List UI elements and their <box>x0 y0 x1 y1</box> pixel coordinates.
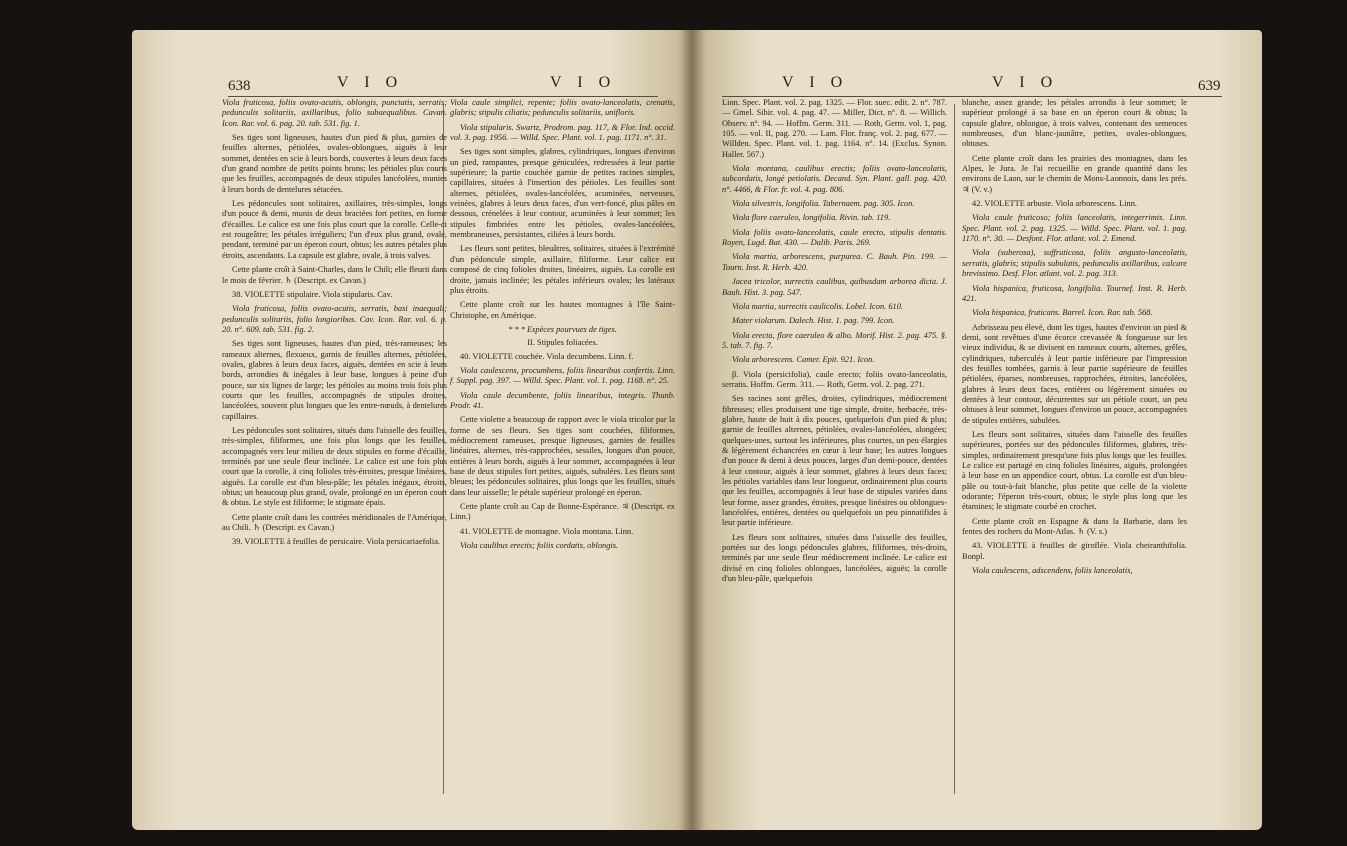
paragraph: Viola erecta, flore caeruleo & albo. Morif. Hist. 2. pag. 475. §. 5. tab. 7. fig. 7. <box>722 330 947 350</box>
paragraph: Ses racines sont grêles, droites, cylindriques, médiocrement fibreuses; elles produisent une tige simple, droite, herbacée, très-glabre, haute de huit à dix pouces, quelquefois d'un pied & plus; garnie de feuilles alternes, pétiolées, ovales-lancéolées, alongées; quelques-unes, surtout les inférieures, plus courtes, un peu élargies & légèrement échancrées en cœur à leur base; les autres longues d'un pouce & demi à deux pouces, larges d'un demi-pouce, dentées à leur contour, aiguës à leur sommet, glabres à leurs deux faces; les pétioles variables dans leur longueur, ordinairement plus courts que les feuilles, accompagnés à leur base de stipules variées dans leur forme, assez grandes, étroites, presque linéaires ou oblongues-lancéolées, entières, dentées ou quelquefois un peu pinnatifides à leur partie inférieure. <box>722 394 947 528</box>
paragraph: Viola (suberosa), suffruticosa, foliis angusto-lanceolatis, serratis, glabris; stipulis subulatis, pedunculis axillaribus, calcare brevissimo. Desf. Flor. atlant. vol. 2. pag. 313. <box>962 248 1187 279</box>
paragraph: Les pédoncules sont solitaires, axillaires, très-simples, longs d'un pouce & demi, munis de deux bractées fort petites, en forme d'écailles. Le calice est une fois plus court que la corolle. Celle-ci est rougeâtre; les pétales irréguliers; l'un d'eux plus grand, ovale, pendant, terminé par un éperon court, obtus; les autres pétales plus étroits, ascendants. La capsule est glabre, ovale, à trois valves. <box>222 199 447 260</box>
paragraph: Ses tiges sont ligneuses, hautes d'un pied & plus, garnies de feuilles alternes, pétiolées, ovales-oblongues, aiguës à leur sommet, dentées en scie à leurs bords, couvertes à leurs deux faces d'un grand nombre de petits points bruns; les pétioles plus courts que les feuilles, accompagnés de deux stipules lancéolées, munies à leurs bords de dentelures sétacées. <box>222 133 447 194</box>
paragraph: Viola caule simplici, repente; foliis ovato-lanceolatis, crenatis, glabris; stipulis ciliatis; pedunculis solitariis, unifloris. <box>450 98 675 118</box>
running-head: V I O <box>337 74 404 91</box>
running-head: V I O <box>550 74 617 91</box>
paragraph: β. Viola (persicifolia), caule erecto; foliis ovato-lanceolatis, serratis. Hoffm. Germ. 311. — Roth, Germ. vol. 2. pag. 271. <box>722 369 947 389</box>
paragraph: Viola caule decumbente, foliis linearibus, integris. Thunb. Prodr. 41. <box>450 390 675 410</box>
paragraph: * * * Espèces pourvues de tiges. <box>508 324 617 334</box>
paragraph: Cette plante croît à Saint-Charles, dans le Chili; elle fleurit dans le mois de février. ♄ (Descript. ex Cavan.) <box>222 265 447 285</box>
paragraph: Les fleurs sont solitaires, situées dans l'aisselle des feuilles supérieures, portées sur des pédoncules filiformes, glabres, très-simples, ordinairement presqu'une fois plus longs que les feuilles. Le calice est partagé en cinq folioles linéaires, aiguës, prolongées à leur base en un appendice court, obtus. La corolle est d'un bleu-pâle ou tout-à-fait blanche, plus petite que celle de la violette odorante; l'éperon très-court, obtus; le style plus long que les étamines; le stigmate courbé en crochet. <box>962 429 1187 512</box>
running-head: V I O <box>782 74 849 91</box>
paragraph: 38. VIOLETTE stipulaire. Viola stipularis. Cav. <box>232 289 393 299</box>
paragraph: blanche, assez grande; les pétales arrondis à leur sommet; le supérieur prolongé à sa base en un éperon court & obtus; la capsule glabre, oblongue, à trois valves, contenant des semences nombreuses, d'un blanc-jaunâtre, petites, ovales-oblongues, obtuses. <box>962 98 1187 149</box>
paragraph: II. Stipules foliacées. <box>527 338 598 348</box>
paragraph: Viola caulescens, adscendens, foliis lanceolatis, <box>972 566 1133 576</box>
paragraph: Viola flore caeruleo, longifolia. Rivin. tab. 119. <box>732 213 891 223</box>
text-column-1 <box>222 98 447 552</box>
paragraph: 40. VIOLETTE couchée. Viola decumbens. Linn. f. <box>460 351 634 361</box>
running-head: V I O <box>992 74 1059 91</box>
paragraph: Cette plante croît sur les hautes montagnes à l'île Saint-Christophe, en Amérique. <box>450 300 675 320</box>
header-rule <box>228 96 658 97</box>
paragraph: Viola caulescens, procumbens, foliis linearibus confertis. Linn. f. Suppl. pag. 397. — Willd. Spec. Plant. vol. 1. pag. 1168. n°. 25. <box>450 365 675 386</box>
text-column-2 <box>450 98 675 555</box>
paragraph: 42. VIOLETTE arbuste. Viola arborescens. Linn. <box>972 199 1138 209</box>
right-page <box>692 30 1262 830</box>
book-gutter <box>680 30 704 830</box>
paragraph: 41. VIOLETTE de montagne. Viola montana. Linn. <box>460 526 634 536</box>
open-book <box>132 30 1262 830</box>
paragraph: Viola hispanica, fruticans. Barrel. Icon. Rar. tab. 568. <box>972 308 1153 318</box>
page-number-left: 638 <box>228 78 251 94</box>
paragraph: Cette plante croît en Espagne & dans la Barbarie, dans les fentes des rochers du Mont-Atlas. ♄ (V. s.) <box>962 516 1187 537</box>
paragraph: 39. VIOLETTE à feuilles de persicaire. Viola persicariaefolia. <box>232 537 441 547</box>
paragraph: Jacea tricolor, surrectis caulibus, quibusdam arborea dicta. J. Bauh. Hist. 3. pag. 547. <box>722 277 947 297</box>
column-divider <box>954 104 955 794</box>
text-column-2 <box>962 98 1187 580</box>
paragraph: Viola montana, caulibus erectis; foliis ovato-lanceolatis, subcordatis, longè petiolatis. Decand. Syn. Plant. gall. pag. 420. n°. 4466, & Flor. fr. vol. 4. pag. 806. <box>722 164 947 194</box>
paragraph: Les fleurs sont petites, bleuâtres, solitaires, situées à l'extrémité d'un pédoncule simple, axillaire, filiforme. Leur calice est composé de cinq folioles droites, linéaires, aiguës. La corolle est droite, jamais inclinée; les pétales inférieurs ovales; les latéraux plus étroits. <box>450 244 675 295</box>
paragraph: Cette plante croît dans les contrées méridionales de l'Amérique, au Chili. ♄ (Descript. ex Cavan.) <box>222 512 447 533</box>
paragraph: Ses tiges sont ligneuses, hautes d'un pied, très-rameuses; les rameaux alternes, flexueux, garnis de feuilles alternes, pétiolées, ovales, glabres à leurs deux faces, aiguës, dentées en scie à leurs bords, arrondies & inégales à leur base, longues à peine d'un pouce, sur six lignes de large; les pétioles au moins trois fois plus courts que les feuilles, accompagnés de stipules droites, lancéolées, souvent plus longues que les entre-nœuds, à dentelures capillaires. <box>222 339 447 421</box>
paragraph: Les pédoncules sont solitaires, situés dans l'aisselle des feuilles, très-simples, filiformes, une fois plus longs que les feuilles, accompagnés vers leur milieu de deux stipules en forme d'écaille, terminés par une seule fleur inclinée. Le calice est une fois plus court que la corolle, à cinq folioles très-étroites, presque linéaires, aiguës. La corolle est d'un bleu-pâle; les pétales inégaux, étroits, obtus; un beaucoup plus grand, ovale, prolongé en un éperon court & obtus. Le style est filiforme; le stigmate épais. <box>222 425 447 508</box>
paragraph: Viola silvestris, longifolia. Tabernaem. pag. 305. Icon. <box>732 199 915 209</box>
paragraph: Viola stipularis. Swartz, Prodrom. pag. 117, & Flor. Ind. occid. vol. 3. pag. 1956. — Willd. Spec. Plant. vol. 1. pag. 1171. n°. 31. <box>450 122 675 143</box>
paragraph: Cette plante croît au Cap de Bonne-Espérance. ♃ (Descript. ex Linn.) <box>450 502 675 522</box>
header-rule <box>722 96 1222 97</box>
paragraph: Viola martia, arborescens, purpurea. C. Bauh. Pin. 199. — Tourn. Inst. R. Herb. 420. <box>722 252 947 272</box>
paragraph: Viola arborescens. Camer. Epit. 921. Icon. <box>732 355 875 365</box>
page-number-right: 639 <box>1198 78 1221 94</box>
paragraph: Viola fruticosa, foliis ovato-acutis, serratis, basi inaequali; pedunculis solitariis, folio longioribus. Cav. Icon. Rar. vol. 6. p. 20. n°. 609. tab. 531. fig. 2. <box>222 304 447 334</box>
paragraph: Mater violarum. Dalech. Hist. 1. pag. 799. Icon. <box>732 316 895 326</box>
paragraph: Viola martia, surrectis caulicolis. Lobel. Icon. 610. <box>732 301 903 311</box>
left-page <box>132 30 692 830</box>
paragraph: Viola foliis ovato-lanceolatis, caule erecto, stipulis dentatis. Royen, Lugd. Bat. 430. — Dalib. Paris. 269. <box>722 227 947 248</box>
paragraph: Cette plante croît dans les prairies des montagnes, dans les Alpes, le Jura. Je l'ai recueillie en grande quantité dans les environs de Laon, sur le chemin de Mons-Laonnois, dans les prés. ♃ (V. v.) <box>962 153 1187 194</box>
paragraph: Viola fruticosa, foliis ovato-acutis, oblongis, punctatis, serratis; pedunculis solitariis, axillaribus, folio subaequalibus. Cavan. Icon. Rar. vol. 6. pag. 20. tab. 531. fig. 1. <box>222 98 447 128</box>
paragraph: Ses tiges sont simples, glabres, cylindriques, longues d'environ un pied, rampantes, presque géniculées, redressées à leur partie supérieure; la partie couchée garnie de petites racines simples, capillaires, situées à l'insertion des pétioles. Les feuilles sont alternes, pétiolées, ovales-lancéolées, acuminées, nerveuses, veinées, glabres à leurs deux faces, d'un vert-foncé, plus pâles en dessous, crénelées à leur contour, acuminées à leur sommet; les stipules fimbriées entre les pétioles, ovales-lancéolées, membraneuses, persistantes, ciliées à leurs bords. <box>450 147 675 240</box>
paragraph: Linn. Spec. Plant. vol. 2. pag. 1325. — Flor. suec. edit. 2. n°. 787. — Gmel. Sibir. vol. 4. pag. 47. — Miller, Dict. n°. 8. — Willich. Observ. n°. 94. — Hoffm. Germ. 311. — Roth, Germ. vol. 1, pag. 105. — vol. II, pag. 270. — Lam. Flor. franç. vol. 2. pag. 677. — Willden. Spec. Plant. vol. 1. pag. 1164. n°. 14. (Exclus. Synon. Haller. 567.) <box>722 98 947 159</box>
text-column-1 <box>722 98 947 588</box>
paragraph: Viola hispanica, fruticosa, longifolia. Tournef. Inst. R. Herb. 421. <box>962 283 1187 303</box>
paragraph: Arbrisseau peu élevé, dont les tiges, hautes d'environ un pied & demi, sont revêtues d'une écorce crevassée & fongueuse sur les vieux individus, & se divisent en rameaux courts, alternes, grêles, cylindriques, tuberculés à leur partie inférieure par l'impression des feuilles tombées, garnis à leur partie supérieure de feuilles pétiolées, éparses, nombreuses, rapprochées, étroites, lancéolées, glabres à leurs deux faces, entières ou légèrement sinuées ou dentées à leur contour, décurrentes sur un pétiole court, un peu obtuses à leur sommet, longues d'environ un pouce, accompagnées de stipules entières, subulées. <box>962 322 1187 425</box>
paragraph: 43. VIOLETTE à feuilles de giroflée. Viola cheiranthifolia. Bonpl. <box>962 541 1187 561</box>
paragraph: Viola caulibus erectis; foliis cordatis, oblongis. <box>460 541 619 551</box>
paragraph: Viola caule fruticoso; foliis lanceolatis, integerrimis. Linn. Spec. Plant. vol. 2. pag. 1325. — Willd. Spec. Plant. vol. 1. pag. 1170. n°. 30. — Desfont. Flor. atlant. vol. 2. Emend. <box>962 213 1187 244</box>
paragraph: Les fleurs sont solitaires, situées dans l'aisselle des feuilles, portées sur des longs pédoncules glabres, filiformes, très-droits, terminés par une seule fleur médiocrement inclinée. Le calice est divisé en cinq folioles oblongues, lancéolées, aiguës; la corolle d'un bleu-pâle, quelquefois <box>722 532 947 584</box>
paragraph: Cette violette a beaucoup de rapport avec le viola tricolor par la forme de ses fleurs. Ses tiges sont couchées, filiformes, médiocrement rameuses, presque ligneuses, garnies de feuilles linéaires, alternes, très-rapprochées, sessiles, longues d'un pouce, entières à leurs bords, aiguës à leur sommet, accompagnées à leur base de deux stipules fort petites, aiguës, subulées. Les fleurs sont bleues; les pédoncules solitaires, plus longs que les feuilles, situés dans leur aisselle; le pétale supérieur prolongé en éperon. <box>450 415 675 497</box>
